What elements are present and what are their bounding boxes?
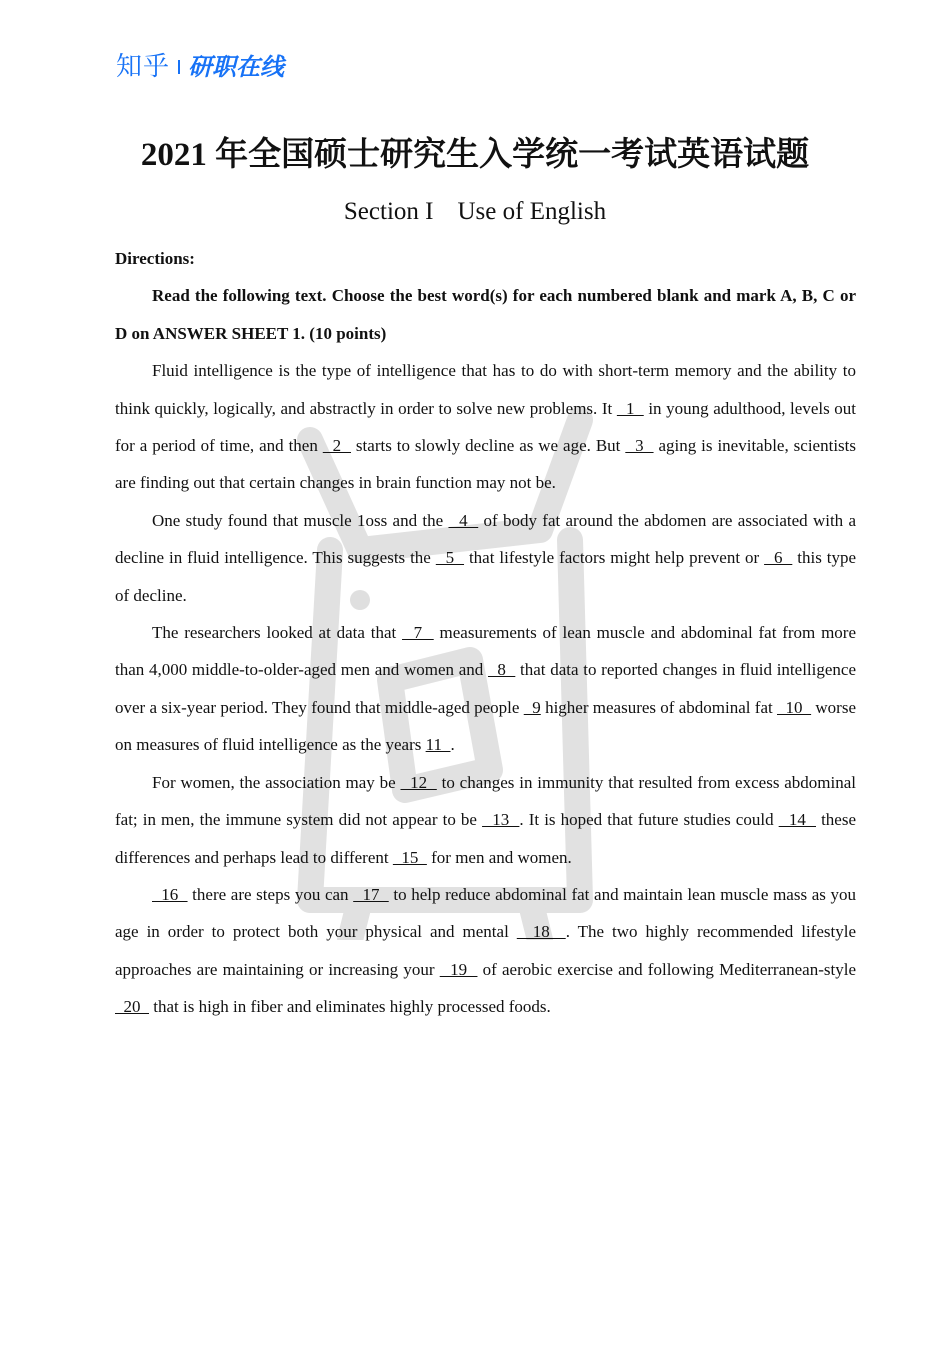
answer-blank: 1 [616,398,644,418]
passage-text: that data to reported changes in fluid intelligence over a six-year period. They found that middle-aged people [115,660,857,717]
answer-blank: 2 [322,436,351,456]
passage-text: . The two highly recommended lifestyle approaches are maintaining or increasing your [115,922,857,979]
passage-paragraph [115,502,856,614]
answer-blank: 14 [778,810,816,830]
passage-text: to help reduce abdominal fat and maintain lean muscle mass as you age in order to protect both your physical and mental [115,884,857,942]
answer-blank: 20 [115,997,149,1017]
answer-blank: 12 [400,772,437,792]
passage-text: worse on measures of fluid intelligence as the years [115,697,856,755]
answer-blank: 8 [487,660,516,680]
logo-divider [178,60,180,74]
passage-text: For women, the association may be [152,772,401,792]
section-name: Use of English [457,198,607,225]
directions-heading: Directions: [115,249,195,268]
passage-text: of aerobic exercise and following Mediterranean-style [477,959,856,979]
passage-text: aging is inevitable, scientists are finding out that certain changes in brain function may not be. [115,436,856,493]
passage-text: that is high in fiber and eliminates highly processed foods. [149,997,551,1017]
exam-content [115,240,856,1026]
passage-paragraph [115,876,856,1026]
passage-text: of body fat around the abdomen are associated with a decline in fluid intelligence. This suggests the [115,510,857,568]
answer-blank: 10 [777,697,812,717]
product-logo-text: 研职在线 [188,53,285,81]
answer-blank: 6 [764,548,793,568]
passage-text: there are steps you can [187,884,354,904]
passage-text: these differences and perhaps lead to different [115,810,857,867]
answer-blank: 4 [448,510,479,530]
answer-blank: 13 [482,810,520,830]
passage-text: for men and women. [426,847,572,867]
page-title: 2021 年全国硕士研究生入学统一考试英语试题 [140,137,810,173]
passage-text: The researchers looked at data that [152,623,403,643]
passage-text: measurements of lean muscle and abdominal fat from more than 4,000 middle-to-older-aged men and women and [115,623,856,680]
answer-blank: 16 [152,884,188,904]
answer-blank: 19 [439,959,478,979]
answer-blank: 15 [392,847,427,867]
passage-paragraph [115,614,856,764]
answer-blank: 3 [625,436,654,456]
directions-text: Read the following text. Choose the best word(s) for each numbered blank and mark A, B, C or D on ANSWER SHEET 1. (10 points) [115,286,856,343]
section-heading [0,198,950,226]
answer-blank: 7 [402,623,434,643]
section-label: Section I [343,198,434,225]
answer-blank: 18 [516,922,566,942]
passage-text: this type of decline. [115,548,857,605]
zhihu-logo-text: 知乎 [116,52,171,82]
passage-text: in young adulthood, levels out for a period of time, and then [115,398,857,456]
answer-blank: 5 [435,548,465,568]
passage [115,352,856,1025]
passage-text: that lifestyle factors might help prevent or [464,548,765,568]
passage-text: One study found that muscle 1oss and the [152,510,449,530]
passage-text: . [450,735,455,755]
passage-text: to changes in immunity that resulted from excess abdominal fat; in men, the immune system did not appear to be [115,772,857,830]
passage-paragraph [115,764,856,876]
passage-text: higher measures of abdominal fat [540,697,777,717]
answer-blank: 11 [425,735,451,755]
passage-paragraph [115,352,856,502]
passage-text: . It is hoped that future studies could [519,810,779,830]
passage-text: starts to slowly decline as we age. But [351,436,626,456]
passage-text: Fluid intelligence is the type of intelligence that has to do with short-term memory and the ability to think quickly, logically, and abstractly in order to solve new problems. It [115,361,856,418]
answer-blank: 17 [353,884,389,904]
logo [116,46,284,83]
answer-blank: 9 [523,697,541,717]
